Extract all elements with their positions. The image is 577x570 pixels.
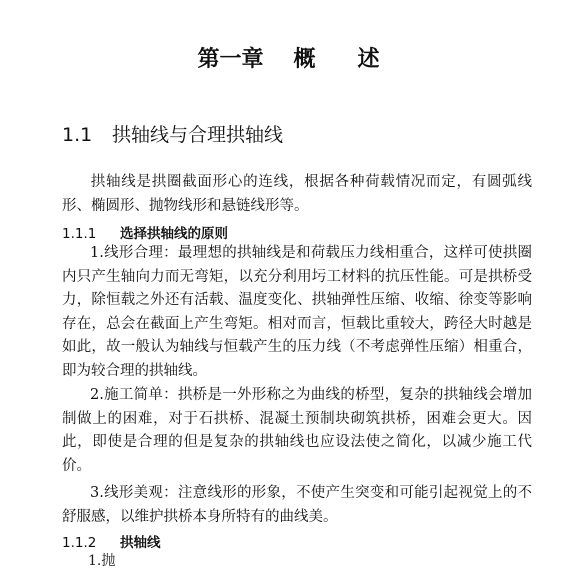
subsection-title-2: 拱轴线 [120,535,161,551]
principle-text-1: 1.线形合理：最理想的拱轴线是和荷载压力线相重合，这样可使拱圈内只产生轴向力而无弯矩，以充分利用圬工材料的抗压性能。可是拱桥受力，除恒载之外还有活载、温度变化、拱轴弹性压缩、收缩、徐变等影响存在，总会在截面上产生弯矩。相对而言，恒载比重较大，跨径大时越是如此，故一般认为轴线与恒载产生的压力线（不考虑弹性压缩）相重合，即为较合理的拱轴线。 [62,245,532,379]
section-title: 拱轴线与合理拱轴线 [112,124,284,146]
principle-paragraph-1 [62,242,532,383]
principle-paragraph-3 [62,482,532,529]
chapter-word-2: 述 [357,47,380,72]
cut-off-text [88,550,118,569]
section-heading [62,120,283,147]
intro-paragraph [62,171,532,218]
chapter-word-1: 概 [293,47,316,72]
intro-text: 拱轴线是拱圈截面形心的连线，根据各种荷载情况而定，有圆弧线形、椭圆形、抛物线形和悬链线形等。 [62,174,532,214]
subsection-number-1: 1.1.1 [62,226,97,242]
cut-off-text-content: 1.抛 [88,553,116,569]
subsection-number-2: 1.1.2 [62,535,97,551]
principle-text-2: 2.施工简单：拱桥是一外形称之为曲线的桥型，复杂的拱轴线会增加制做上的困难，对于石拱桥、混凝土预制块砌筑拱桥，困难会更大。因此，即使是合理的但是复杂的拱轴线也应设法使之简化，以减少施工代价。 [62,387,532,474]
chapter-title [0,42,577,73]
principle-text-3: 3.线形美观：注意线形的形象，不使产生突变和可能引起视觉上的不舒服感，以维护拱桥本身所特有的曲线美。 [62,485,532,525]
chapter-label: 第一章 [197,47,264,72]
section-number: 1.1 [62,124,93,146]
subsection-title-1: 选择拱轴线的原则 [120,226,228,242]
subsection-heading-2 [62,531,161,551]
principle-paragraph-2 [62,384,532,478]
subsection-heading-1 [62,222,228,242]
